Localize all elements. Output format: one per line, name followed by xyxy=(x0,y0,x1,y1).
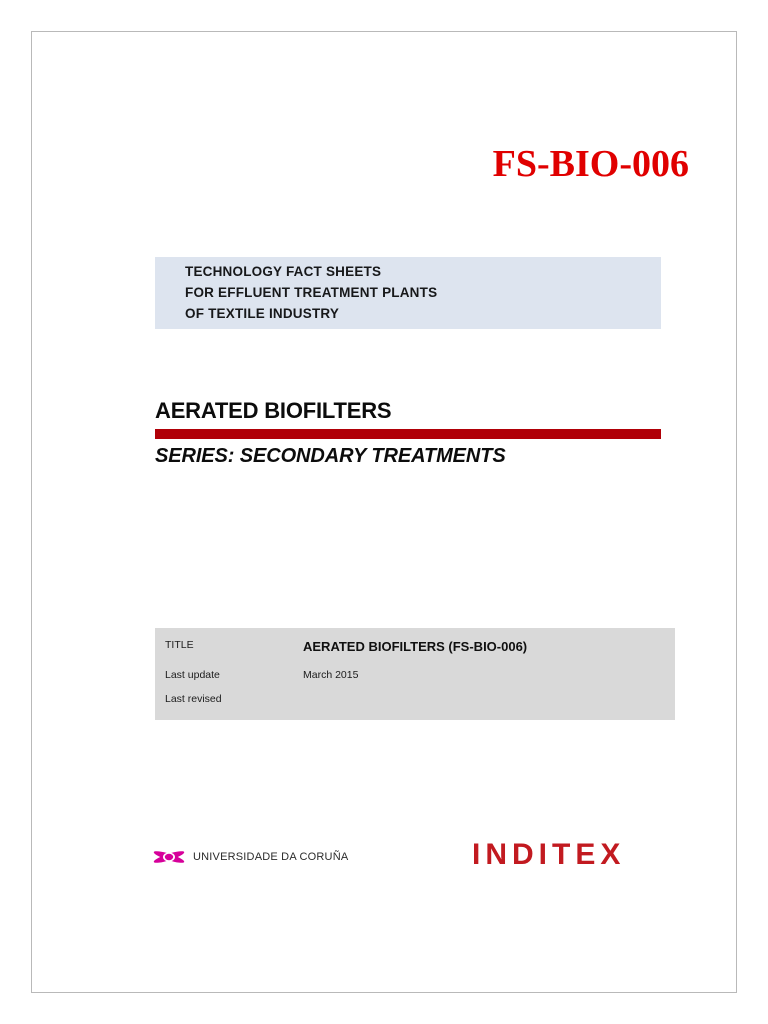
document-page xyxy=(31,31,737,993)
title-label: TITLE xyxy=(165,639,194,651)
table-row xyxy=(155,693,675,717)
last-update-label: Last update xyxy=(165,669,220,681)
last-revised-label: Last revised xyxy=(165,693,222,705)
university-logo xyxy=(152,846,348,868)
title-divider xyxy=(155,429,661,439)
table-row xyxy=(155,669,675,693)
series-subtitle: SERIES: SECONDARY TREATMENTS xyxy=(155,445,506,467)
banner-line-1: TECHNOLOGY FACT SHEETS xyxy=(185,264,382,279)
banner-line-3: OF TEXTILE INDUSTRY xyxy=(185,306,340,321)
udc-mark-icon xyxy=(152,846,186,868)
series-banner xyxy=(155,257,661,329)
title-value: AERATED BIOFILTERS (FS-BIO-006) xyxy=(303,639,528,654)
document-code: FS-BIO-006 xyxy=(492,143,689,185)
sponsor-logo: INDITEX xyxy=(472,838,626,871)
table-row xyxy=(155,639,675,663)
info-table xyxy=(155,628,675,720)
university-name: UNIVERSIDADE DA CORUÑA xyxy=(193,851,349,863)
footer-logos xyxy=(32,832,736,892)
banner-line-2: FOR EFFLUENT TREATMENT PLANTS xyxy=(185,285,438,300)
last-update-value: March 2015 xyxy=(303,669,359,681)
page-title: AERATED BIOFILTERS xyxy=(155,398,392,423)
